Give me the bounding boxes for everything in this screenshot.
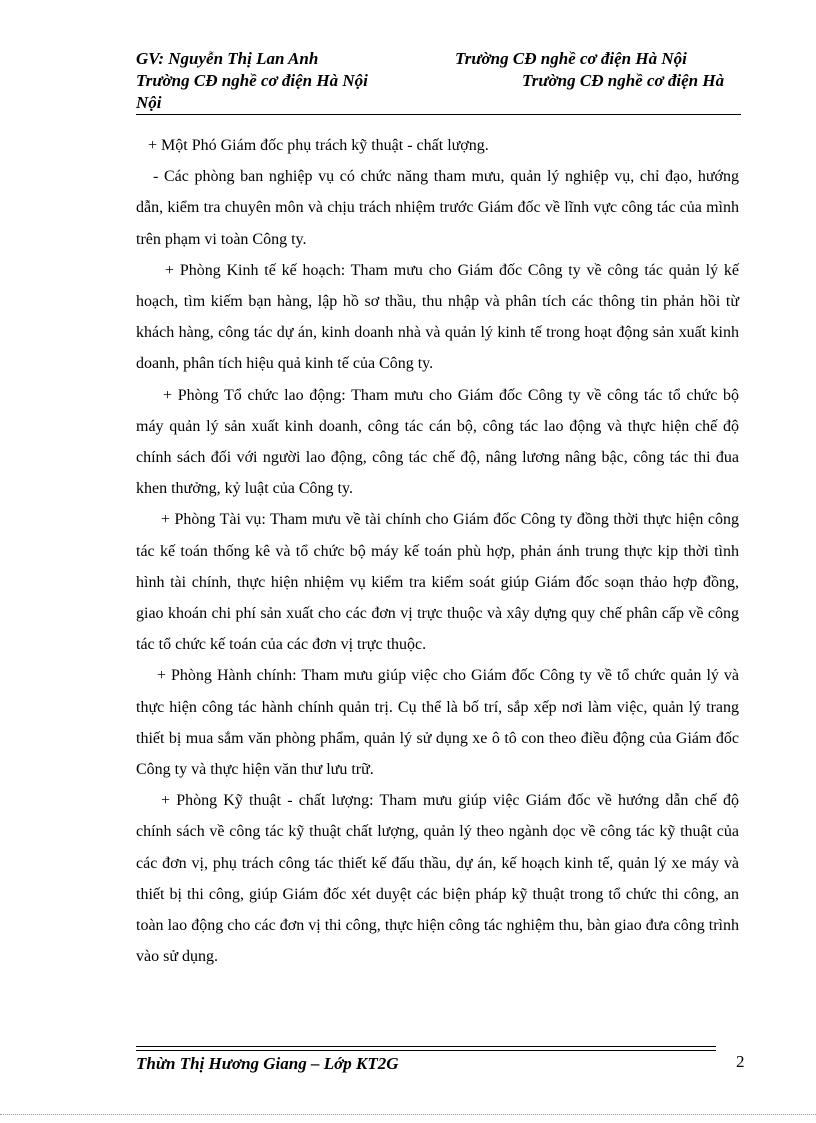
- header-divider: [136, 114, 741, 115]
- header-line-1: [136, 48, 741, 70]
- footer-author: Thừn Thị Hương Giang – Lớp KT2G: [136, 1054, 399, 1073]
- page-header: [136, 48, 741, 114]
- paragraph-planning-dept: + Phòng Kinh tế kế hoạch: Tham mưu cho Giám đốc Công ty về công tác quản lý kế hoạch, tìm kiếm bạn hàng, lập hồ sơ thầu, thu nhập và phân tích các thông tin phản hồi từ khách hàng, công tác dự án, kinh doanh nhà và quản lý kinh tế trong hoạt động sản xuất kinh doanh, phân tích hiệu quả kinh tế của Công ty.: [136, 261, 739, 373]
- page-number: 2: [736, 1052, 745, 1071]
- header-line-3: [136, 92, 741, 114]
- page-edge-divider: [0, 1114, 816, 1115]
- paragraph-admin-dept: + Phòng Hành chính: Tham mưu giúp việc cho Giám đốc Công ty về tổ chức quản lý và thực hiện công tác hành chính quản trị. Cụ thể là bố trí, sắp xếp nơi làm việc, quản lý trang thiết bị mua sắm văn phòng phẩm, quản lý sử dụng xe ô tô con theo điều động của Giám đốc Công ty và thực hiện văn thư lưu trữ.: [136, 667, 739, 779]
- paragraph-labor-dept: + Phòng Tổ chức lao động: Tham mưu cho Giám đốc Công ty về công tác tổ chức bộ máy quản lý sản xuất kinh doanh, công tác cán bộ, công tác lao động và thực hiện chế độ chính sách đối với người lao động, công tác chế độ, nâng lương nâng bậc, công tác thi đua khen thưởng, kỷ luật của Công ty.: [136, 386, 739, 498]
- header-line-2: [136, 70, 741, 92]
- paragraph-vice-director: + Một Phó Giám đốc phụ trách kỹ thuật - chất lượng.: [148, 137, 489, 154]
- header-school-right: Trường CĐ nghề cơ điện Hà Nội: [455, 49, 687, 68]
- paragraph-technical-dept: + Phòng Kỹ thuật - chất lượng: Tham mưu giúp việc Giám đốc về hướng dẫn chế độ chính sách về công tác kỹ thuật chất lượng, quản lý theo ngành dọc về công tác kỹ thuật của các đơn vị, phụ trách công tác thiết kế đấu thầu, dự án, kế hoạch kinh tế, quản lý xe máy và thiết bị thi công, giúp Giám đốc xét duyệt các biện pháp kỹ thuật trong tổ chức thi công, an toàn lao động cho các đơn vị thi công, thực hiện công tác nghiệm thu, bàn giao đưa công trình vào sử dụng.: [136, 792, 739, 966]
- header-teacher: GV: Nguyễn Thị Lan Anh: [136, 49, 319, 68]
- footer-divider-bottom: [136, 1050, 716, 1051]
- paragraph-departments: - Các phòng ban nghiệp vụ có chức năng tham mưu, quản lý nghiệp vụ, chỉ đạo, hướng dẫn, kiểm tra chuyên môn và chịu trách nhiệm trước Giám đốc về lĩnh vực công tác của mình trên phạm vi toàn Công ty.: [136, 168, 739, 248]
- header-school-wrap: Nội: [136, 93, 162, 112]
- paragraph-finance-dept: + Phòng Tài vụ: Tham mưu về tài chính cho Giám đốc Công ty đồng thời thực hiện công tác kế toán thống kê và tổ chức bộ máy kế toán phù hợp, phản ánh trung thực kịp thời tình hình tài chính, thực hiện nhiệm vụ kiểm tra kiểm soát giúp Giám đốc soạn thảo hợp đồng, giao khoán chi phí sản xuất cho các đơn vị trực thuộc và xây dựng quy chế phân cấp về công tác tổ chức kế toán của các đơn vị trực thuộc.: [136, 511, 739, 654]
- header-school-left: Trường CĐ nghề cơ điện Hà Nội: [136, 71, 368, 90]
- document-body: [136, 130, 739, 972]
- header-school-right-2: Trường CĐ nghề cơ điện Hà: [522, 71, 725, 90]
- footer-divider-top: [136, 1046, 716, 1047]
